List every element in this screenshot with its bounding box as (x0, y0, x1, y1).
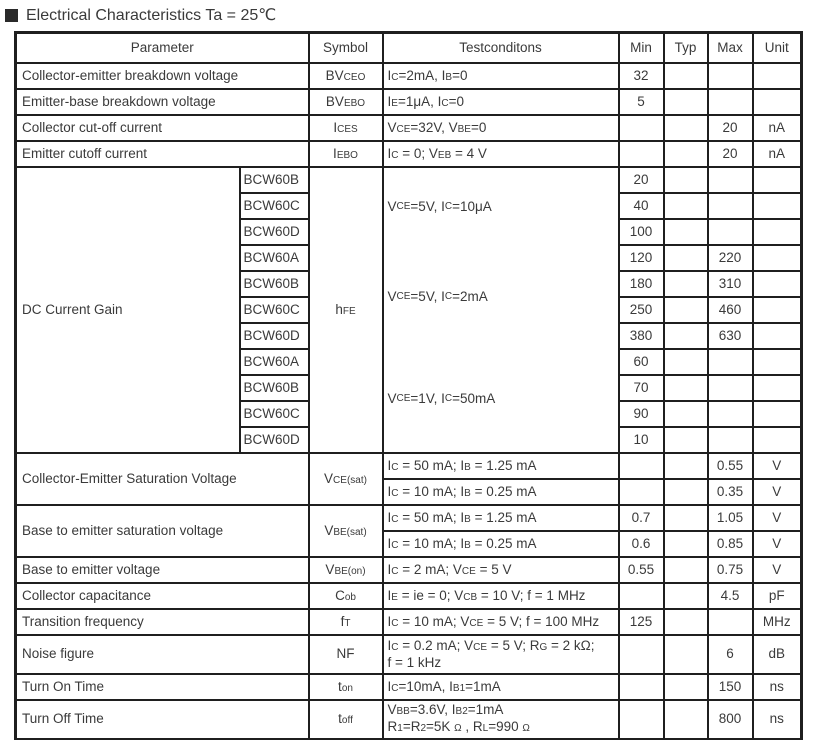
section-title (5, 5, 813, 25)
col-header-max: Max (708, 33, 753, 64)
cell-unit (753, 297, 802, 323)
cell-typ (664, 63, 708, 89)
hfe-condition-group-3: V CE =1V, I C =50mA (387, 391, 496, 407)
cell-unit (753, 401, 802, 427)
cell-unit: V (753, 479, 802, 505)
cell-max: 6 (708, 635, 753, 674)
cell-testcondition: IC = 2 mA; VCE = 5 V (383, 557, 619, 583)
cell-testcondition: VBB=3.6V, IB2=1mA R1=R2=5K Ω , RL=990 Ω (383, 700, 619, 739)
col-header-testconditions: Testconditons (383, 33, 619, 64)
cell-testcondition: IC=2mA, IB=0 (383, 63, 619, 89)
cell-symbol: toff (309, 700, 383, 739)
cell-device-type: BCW60C (240, 401, 309, 427)
hfe-condition-group-1: V CE =5V, I C =10μA (387, 199, 492, 215)
cell-device-type: BCW60C (240, 193, 309, 219)
cell-min (619, 115, 664, 141)
cell-typ (664, 89, 708, 115)
cell-parameter: Noise figure (16, 635, 309, 674)
cell-symbol: VBE(sat) (309, 505, 383, 557)
cell-symbol: VCE(sat) (309, 453, 383, 505)
cell-testcondition: IC = 0.2 mA; VCE = 5 V; RG = 2 kΩ; f = 1 kHz (383, 635, 619, 674)
section-title-text: Electrical Characteristics Ta = 25℃ (26, 7, 277, 24)
table-row (16, 674, 802, 700)
cell-testcondition: IC = 0; VEB = 4 V (383, 141, 619, 167)
table-row (16, 453, 802, 479)
cell-unit: nA (753, 115, 802, 141)
cell-symbol: BVEBO (309, 89, 383, 115)
cell-min: 125 (619, 609, 664, 635)
cell-symbol: BVCEO (309, 63, 383, 89)
cell-min (619, 700, 664, 739)
cell-unit (753, 375, 802, 401)
cell-typ (664, 375, 708, 401)
cell-typ (664, 349, 708, 375)
cell-testcondition: IC = 50 mA; IB = 1.25 mA (383, 505, 619, 531)
cell-typ (664, 323, 708, 349)
cell-min (619, 635, 664, 674)
cell-unit (753, 271, 802, 297)
cell-min: 5 (619, 89, 664, 115)
cell-testcondition: IC = 10 mA; VCE = 5 V; f = 100 MHz (383, 609, 619, 635)
cell-typ (664, 531, 708, 557)
cell-typ (664, 505, 708, 531)
cell-max (708, 167, 753, 193)
col-header-parameter: Parameter (16, 33, 309, 64)
cell-min: 180 (619, 271, 664, 297)
cell-typ (664, 479, 708, 505)
cell-max (708, 427, 753, 453)
cell-max: 4.5 (708, 583, 753, 609)
cell-parameter: Turn On Time (16, 674, 309, 700)
table-row (16, 167, 802, 193)
cell-min: 70 (619, 375, 664, 401)
cell-max (708, 63, 753, 89)
cell-max: 0.75 (708, 557, 753, 583)
cell-min: 40 (619, 193, 664, 219)
cell-parameter: Emitter cutoff current (16, 141, 309, 167)
col-header-min: Min (619, 33, 664, 64)
table-row (16, 89, 802, 115)
cell-typ (664, 401, 708, 427)
cell-max: 630 (708, 323, 753, 349)
cell-max: 20 (708, 115, 753, 141)
cell-unit (753, 63, 802, 89)
cell-unit: V (753, 531, 802, 557)
cell-min: 20 (619, 167, 664, 193)
cell-testcondition: IC = 10 mA; IB = 0.25 mA (383, 479, 619, 505)
cell-min (619, 453, 664, 479)
cell-min: 32 (619, 63, 664, 89)
cell-typ (664, 141, 708, 167)
cell-min: 0.6 (619, 531, 664, 557)
cell-max (708, 401, 753, 427)
cell-parameter: Base to emitter saturation voltage (16, 505, 309, 557)
cell-max: 0.35 (708, 479, 753, 505)
cell-device-type: BCW60D (240, 427, 309, 453)
cell-min: 0.55 (619, 557, 664, 583)
cell-max: 150 (708, 674, 753, 700)
table-row (16, 700, 802, 739)
cell-max (708, 349, 753, 375)
cell-max (708, 375, 753, 401)
table-row (16, 505, 802, 531)
cell-parameter: Collector-emitter breakdown voltage (16, 63, 309, 89)
cell-min: 90 (619, 401, 664, 427)
cell-typ (664, 219, 708, 245)
cell-typ (664, 700, 708, 739)
cell-unit (753, 89, 802, 115)
cell-parameter: Transition frequency (16, 609, 309, 635)
cell-unit (753, 219, 802, 245)
cell-typ (664, 115, 708, 141)
cell-testcondition: IE = ie = 0; VCB = 10 V; f = 1 MHz (383, 583, 619, 609)
cell-typ (664, 271, 708, 297)
cell-device-type: BCW60C (240, 297, 309, 323)
cell-unit (753, 245, 802, 271)
cell-symbol: NF (309, 635, 383, 674)
cell-unit: MHz (753, 609, 802, 635)
cell-min: 60 (619, 349, 664, 375)
section-marker-icon (5, 9, 18, 22)
cell-unit: pF (753, 583, 802, 609)
hfe-condition-group-2: V CE =5V, I C =2mA (387, 288, 488, 304)
cell-hfe-testconditions (383, 167, 619, 453)
cell-unit (753, 167, 802, 193)
cell-parameter: Collector capacitance (16, 583, 309, 609)
cell-symbol: IEBO (309, 141, 383, 167)
cell-parameter: Emitter-base breakdown voltage (16, 89, 309, 115)
cell-min (619, 674, 664, 700)
cell-min: 250 (619, 297, 664, 323)
cell-max: 220 (708, 245, 753, 271)
cell-typ (664, 167, 708, 193)
cell-parameter-dc-current-gain: DC Current Gain (16, 167, 240, 453)
cell-max (708, 89, 753, 115)
cell-max: 1.05 (708, 505, 753, 531)
cell-unit: dB (753, 635, 802, 674)
table-row (16, 557, 802, 583)
cell-min (619, 141, 664, 167)
header-row (16, 33, 802, 64)
cell-typ (664, 453, 708, 479)
cell-max: 800 (708, 700, 753, 739)
table-row (16, 141, 802, 167)
cell-max (708, 193, 753, 219)
cell-unit (753, 427, 802, 453)
table-row (16, 583, 802, 609)
cell-device-type: BCW60B (240, 167, 309, 193)
table-row (16, 609, 802, 635)
cell-typ (664, 297, 708, 323)
table-row (16, 63, 802, 89)
cell-min (619, 583, 664, 609)
cell-min: 120 (619, 245, 664, 271)
cell-symbol: VBE(on) (309, 557, 383, 583)
cell-testcondition: IC=10mA, IB1=1mA (383, 674, 619, 700)
cell-unit: V (753, 453, 802, 479)
cell-symbol-hfe: hFE (309, 167, 383, 453)
cell-max (708, 609, 753, 635)
cell-typ (664, 245, 708, 271)
cell-unit (753, 193, 802, 219)
cell-device-type: BCW60B (240, 375, 309, 401)
col-header-typ: Typ (664, 33, 708, 64)
cell-unit: V (753, 557, 802, 583)
cell-min: 100 (619, 219, 664, 245)
cell-typ (664, 557, 708, 583)
col-header-unit: Unit (753, 33, 802, 64)
cell-testcondition: IC = 50 mA; IB = 1.25 mA (383, 453, 619, 479)
table-row (16, 635, 802, 674)
cell-device-type: BCW60D (240, 219, 309, 245)
cell-unit: V (753, 505, 802, 531)
cell-typ (664, 635, 708, 674)
cell-parameter: Collector cut-off current (16, 115, 309, 141)
cell-max: 310 (708, 271, 753, 297)
cell-max (708, 219, 753, 245)
cell-typ (664, 583, 708, 609)
table-row (16, 115, 802, 141)
cell-unit (753, 323, 802, 349)
cell-max: 460 (708, 297, 753, 323)
cell-parameter: Collector-Emitter Saturation Voltage (16, 453, 309, 505)
cell-unit (753, 349, 802, 375)
cell-device-type: BCW60A (240, 349, 309, 375)
cell-parameter: Base to emitter voltage (16, 557, 309, 583)
cell-testcondition: IE=1μA, IC=0 (383, 89, 619, 115)
cell-typ (664, 193, 708, 219)
electrical-characteristics-table (14, 31, 803, 740)
cell-min (619, 479, 664, 505)
cell-min: 10 (619, 427, 664, 453)
cell-max: 0.55 (708, 453, 753, 479)
cell-max: 0.85 (708, 531, 753, 557)
cell-unit: ns (753, 700, 802, 739)
cell-parameter: Turn Off Time (16, 700, 309, 739)
cell-device-type: BCW60A (240, 245, 309, 271)
cell-unit: nA (753, 141, 802, 167)
cell-typ (664, 674, 708, 700)
cell-typ (664, 609, 708, 635)
cell-testcondition: VCE=32V, VBE=0 (383, 115, 619, 141)
cell-symbol: ICES (309, 115, 383, 141)
cell-symbol: ton (309, 674, 383, 700)
cell-device-type: BCW60D (240, 323, 309, 349)
cell-device-type: BCW60B (240, 271, 309, 297)
cell-typ (664, 427, 708, 453)
cell-symbol: Cob (309, 583, 383, 609)
cell-min: 0.7 (619, 505, 664, 531)
cell-symbol: fT (309, 609, 383, 635)
col-header-symbol: Symbol (309, 33, 383, 64)
cell-min: 380 (619, 323, 664, 349)
cell-max: 20 (708, 141, 753, 167)
cell-testcondition: IC = 10 mA; IB = 0.25 mA (383, 531, 619, 557)
cell-unit: ns (753, 674, 802, 700)
